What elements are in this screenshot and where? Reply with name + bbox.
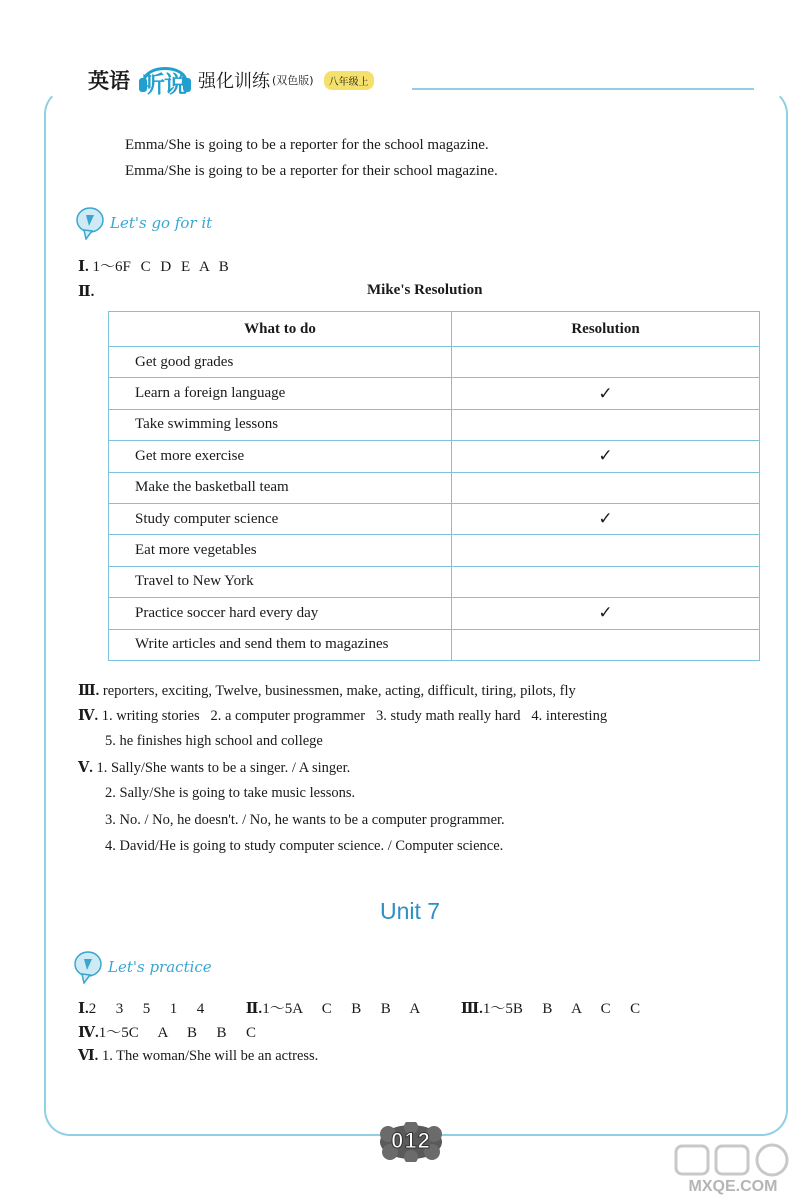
page-number: 012	[391, 1128, 431, 1153]
table-row	[109, 378, 760, 409]
answer-text: 1～5A C B B A	[262, 1001, 420, 1017]
column-header-what: What to do	[109, 312, 452, 347]
section-title: Let's go for it	[110, 214, 213, 232]
check-mark-cell: ✓	[452, 378, 760, 409]
todo-cell: Make the basketball team	[109, 472, 452, 503]
table-row	[109, 472, 760, 503]
watermark-logo-icon	[668, 1140, 798, 1180]
table-row	[109, 598, 760, 629]
todo-cell: Get more exercise	[109, 441, 452, 472]
intro-line-2: Emma/She is going to be a reporter for their school magazine.	[125, 163, 498, 179]
question-number: Ⅲ.	[460, 1001, 483, 1017]
table-row	[109, 503, 760, 534]
check-mark-cell	[452, 472, 760, 503]
question-3	[78, 682, 576, 700]
practice-line-3	[78, 1047, 318, 1065]
section-title: Let's practice	[108, 958, 212, 976]
question-number: Ⅳ.	[78, 1025, 99, 1041]
column-header-resolution: Resolution	[452, 312, 760, 347]
check-mark-cell	[452, 347, 760, 378]
watermark-text: MXQE.COM	[688, 1178, 778, 1195]
question-2	[78, 282, 94, 301]
check-mark-cell	[452, 535, 760, 566]
answer-text: 2 3 5 1 4	[88, 1001, 205, 1017]
table-row	[109, 409, 760, 440]
answer-line: 3. No. / No, he doesn't. / No, he wants to be a computer programmer.	[105, 812, 505, 828]
answer-line: 4. David/He is going to study computer science. / Computer science.	[105, 838, 504, 854]
question-number: Ⅴ.	[78, 760, 93, 776]
question-5	[78, 759, 350, 777]
section-heading-practice	[74, 950, 212, 984]
header-highlight-wrap	[136, 58, 192, 102]
check-mark-cell: ✓	[452, 503, 760, 534]
check-mark-cell	[452, 629, 760, 660]
question-number: Ⅰ.	[78, 1001, 89, 1017]
question-1	[78, 255, 229, 276]
question-4	[78, 707, 607, 725]
table-row	[109, 535, 760, 566]
check-mark-cell	[452, 409, 760, 440]
answer-text: 1. Sally/She wants to be a singer. / A singer.	[96, 760, 351, 776]
practice-line-1	[78, 997, 640, 1018]
answer-text: 1. The woman/She will be an actress.	[101, 1048, 319, 1064]
check-mark-cell	[452, 566, 760, 597]
unit-title: Unit 7	[380, 898, 441, 924]
todo-cell: Eat more vegetables	[109, 535, 452, 566]
todo-cell: Get good grades	[109, 347, 452, 378]
table-header-row	[109, 312, 760, 347]
answer-text: reporters, exciting, Twelve, businessmen, make, acting, difficult, tiring, pilots, fly	[102, 683, 576, 699]
answer-text: 1～5B B A C C	[482, 1001, 641, 1017]
page-number-badge	[378, 1122, 444, 1162]
question-number: Ⅳ.	[78, 708, 99, 724]
question-4-line-2: 5. he finishes high school and college	[105, 733, 323, 749]
answer-text: 1. writing stories 2. a computer programmer 3. study math really hard 4. interesting	[101, 708, 608, 724]
frame-top-line	[412, 88, 754, 90]
todo-cell: Write articles and send them to magazines	[109, 629, 452, 660]
resolution-table	[108, 311, 760, 661]
question-number: Ⅱ.	[78, 284, 95, 300]
question-number: Ⅱ.	[245, 1001, 263, 1017]
question-number: Ⅰ.	[78, 259, 89, 275]
todo-cell: Learn a foreign language	[109, 378, 452, 409]
header-edition: (双色版)	[272, 74, 314, 87]
practice-line-2	[78, 1021, 256, 1042]
speech-bubble-icon	[74, 950, 102, 984]
todo-cell: Practice soccer hard every day	[109, 598, 452, 629]
todo-cell: Study computer science	[109, 503, 452, 534]
answer-line: 2. Sally/She is going to take music lessons.	[105, 785, 356, 801]
check-mark-cell: ✓	[452, 598, 760, 629]
speech-bubble-icon	[76, 206, 104, 240]
todo-cell: Take swimming lessons	[109, 409, 452, 440]
header-series: 强化训练	[198, 71, 270, 92]
table-row	[109, 441, 760, 472]
check-mark-cell: ✓	[452, 441, 760, 472]
answer-text: 1～5C A B B C	[98, 1025, 256, 1041]
table-row	[109, 566, 760, 597]
table-row	[109, 347, 760, 378]
table-title: Mike's Resolution	[367, 282, 483, 298]
header-subject: 英语	[88, 69, 130, 93]
answer-text: 1～6F C D E A B	[92, 259, 229, 275]
question-number: Ⅵ.	[78, 1048, 99, 1064]
todo-cell: Travel to New York	[109, 566, 452, 597]
book-header	[88, 60, 374, 100]
header-grade-badge: 八年级上	[324, 71, 374, 90]
section-heading-go-for-it	[76, 206, 212, 240]
intro-line-1: Emma/She is going to be a reporter for the school magazine.	[125, 137, 489, 153]
question-number: Ⅲ.	[78, 683, 100, 699]
watermark	[668, 1140, 798, 1196]
table-row	[109, 629, 760, 660]
header-highlight: 听说	[142, 72, 186, 98]
